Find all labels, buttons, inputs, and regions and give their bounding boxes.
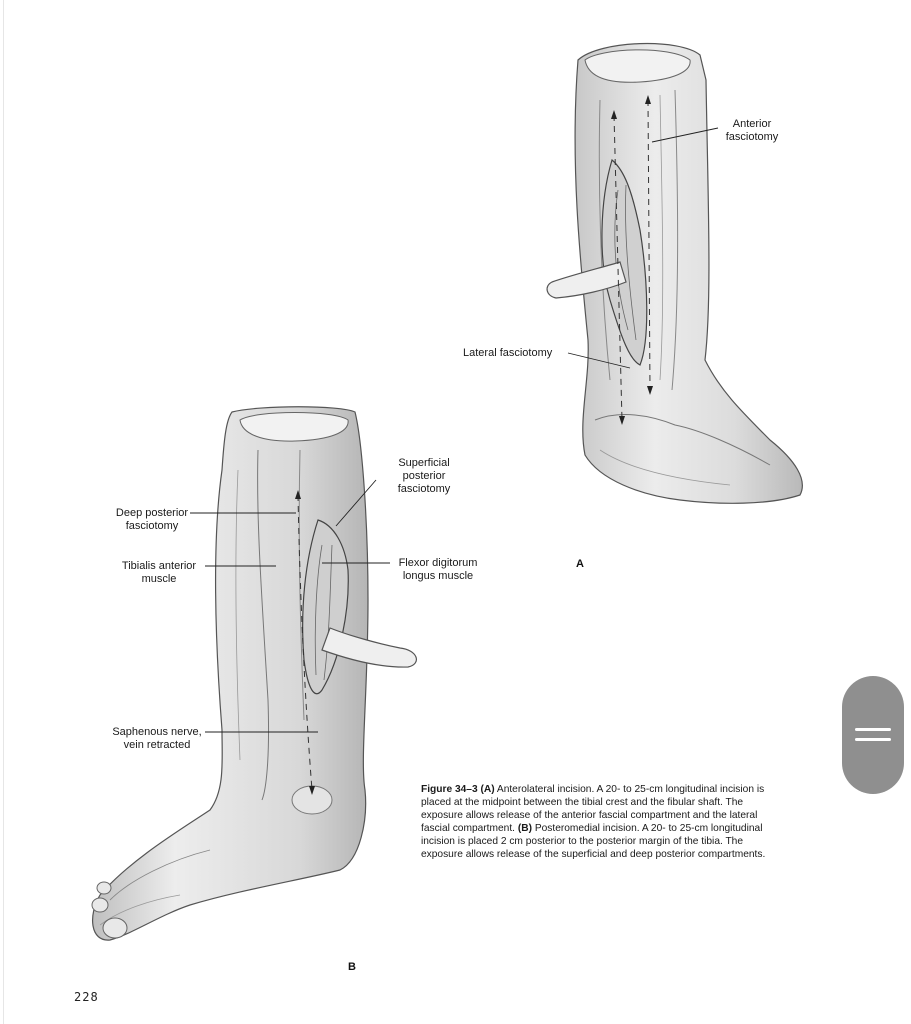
page-number: 228 bbox=[74, 990, 99, 1004]
label-line: Tibialis anterior bbox=[121, 560, 197, 572]
drag-handle-icon[interactable] bbox=[842, 676, 904, 794]
label-tibialis-anterior-muscle bbox=[112, 560, 206, 586]
caption-marker-b: (B) bbox=[517, 823, 532, 834]
label-line: Superficial bbox=[398, 457, 450, 469]
caption-figure-ref: Figure 34–3 bbox=[421, 784, 478, 795]
label-anterior-fasciotomy bbox=[716, 118, 788, 144]
label-saphenous-nerve bbox=[108, 726, 206, 752]
label-superficial-posterior-fasciotomy bbox=[385, 457, 463, 496]
label-line: Saphenous nerve, bbox=[112, 726, 202, 738]
label-line: fasciotomy bbox=[397, 483, 451, 495]
figure-caption bbox=[421, 783, 781, 861]
caption-text-a: Anterolateral incision. A 20- to 25-cm longitudinal incision is placed at the midpoint between the tibial crest and the fibular shaft. The exposure allows release of the anterior fascial compartment and the lateral fascial compartment. bbox=[421, 784, 765, 834]
leg-illustration-a bbox=[547, 44, 802, 504]
label-line: Flexor digitorum bbox=[398, 557, 478, 569]
handle-bar bbox=[855, 738, 891, 741]
label-line: longus muscle bbox=[402, 570, 474, 582]
label-line: Deep posterior bbox=[115, 507, 189, 519]
leg-illustration-b bbox=[92, 407, 416, 940]
label-line: posterior bbox=[402, 470, 446, 482]
label-flexor-digitorum-longus bbox=[392, 557, 484, 583]
label-line: vein retracted bbox=[123, 739, 191, 751]
label-line: fasciotomy bbox=[125, 520, 179, 532]
caption-marker-a: (A) bbox=[480, 784, 495, 795]
caption-text-b: Posteromedial incision. A 20- to 25-cm longitudinal incision is placed 2 cm posterior to the posterior margin of the tibia. The exposure allows release of the superficial and deep posterior compartments. bbox=[421, 823, 766, 860]
label-line: fasciotomy bbox=[725, 131, 779, 143]
panel-letter-a: A bbox=[576, 558, 584, 570]
label-line: muscle bbox=[141, 573, 177, 585]
label-line: Anterior bbox=[732, 118, 772, 130]
label-lateral-fasciotomy: Lateral fasciotomy bbox=[463, 347, 553, 359]
panel-letter-b: B bbox=[348, 961, 356, 973]
label-deep-posterior-fasciotomy bbox=[112, 507, 192, 533]
handle-bar bbox=[855, 728, 891, 731]
